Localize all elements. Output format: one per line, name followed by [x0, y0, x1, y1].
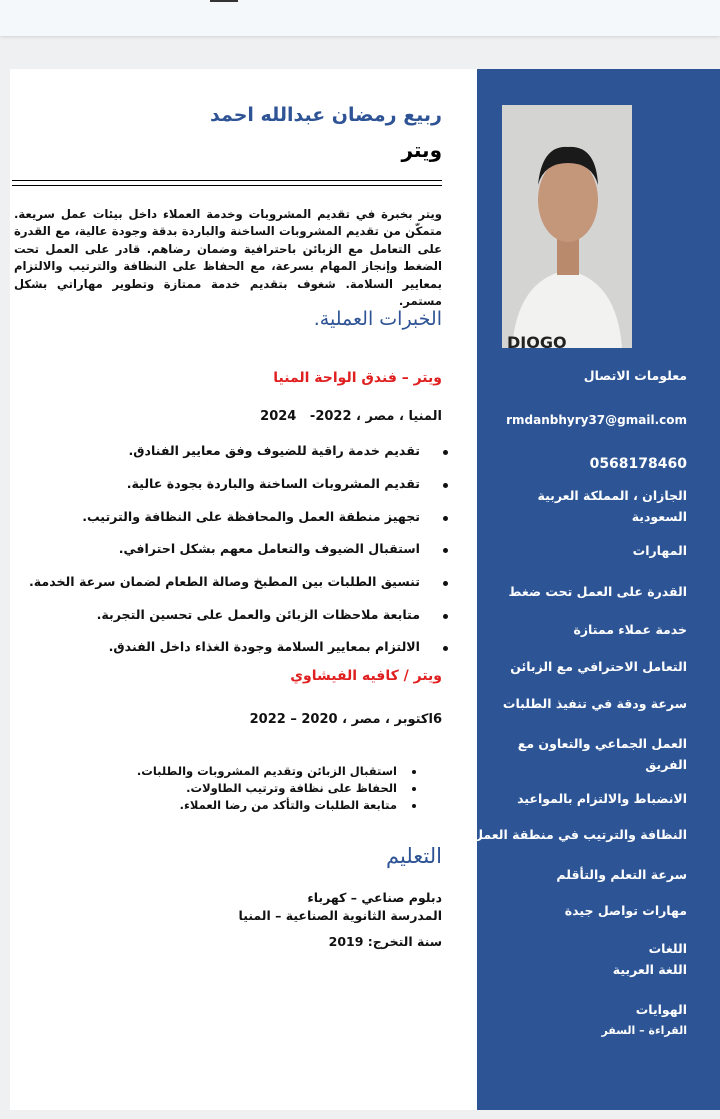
skill-item: القدرة على العمل تحت ضغط — [508, 584, 687, 599]
skill-item: الانضباط والالتزام بالمواعيد — [517, 791, 687, 806]
viewer-toolbar — [0, 0, 720, 36]
job-location-dates-1: المنيا ، مصر ، 2022- 2024 — [260, 409, 442, 424]
languages-heading: اللغات — [648, 941, 687, 956]
experience-heading: الخبرات العملية. — [313, 308, 442, 330]
skill-item: التعامل الاحترافي مع الزبائن — [510, 659, 687, 674]
header-divider — [12, 180, 442, 186]
contact-address: الجازان ، المملكة العربية السعودية — [537, 488, 687, 524]
job-title-1: ويتر – فندق الواحة المنيا — [273, 370, 442, 386]
education-degree: دبلوم صناعي – كهرباء — [307, 890, 442, 905]
job1-bullet: تجهيز منطقة العمل والمحافظة على النظافة والترتيب. — [82, 509, 420, 524]
job2-bullet: استقبال الزبائن وتقديم المشروبات والطلبات. — [136, 764, 397, 778]
contact-phone[interactable]: 0568178460 — [589, 456, 687, 472]
skills-heading: المهارات — [632, 543, 687, 558]
education-heading: التعليم — [386, 844, 442, 868]
job-title-2: ويتر / كافيه الفيشاوي — [290, 668, 442, 684]
skill-item: سرعة التعلم والتأقلم — [556, 867, 687, 882]
job-location-dates-2: 6اكتوبر ، مصر ، 2020 – 2022 — [249, 712, 442, 727]
profile-photo — [502, 105, 632, 348]
hobbies-heading: الهوايات — [635, 1002, 687, 1017]
job2-bullet: متابعة الطلبات والتأكد من رضا العملاء. — [179, 798, 397, 812]
candidate-name: ربيع رمضان عبدالله احمد — [210, 104, 442, 126]
contact-email[interactable]: rmdanbhyry37@gmail.com — [506, 413, 687, 427]
skill-item: سرعة ودقة في تنفيذ الطلبات — [502, 696, 687, 711]
education-graduation: سنة التخرج: 2019 — [328, 934, 442, 949]
skill-item: مهارات تواصل جيدة — [564, 903, 687, 918]
profile-summary: ويتر بخبرة في تقديم المشروبات وخدمة العملاء داخل بيئات عمل سريعة. متمكّن من تقديم المشروبات الساخنة والباردة بدقة وجودة عالية، مع القدرة على التعامل مع الزبائن باحترافية وضمان رضاهم. قادر على العمل تحت الضغط وإنجاز المهام بسرعة، مع الحفاظ على النظافة والترتيب والالتزام بمعايير السلامة. شغوف بتقديم خدمة ممتازة وتطوير مهاراتي بشكل مستمر. — [14, 207, 442, 309]
job1-bullet: الالتزام بمعايير السلامة وجودة الغذاء داخل الفندق. — [108, 639, 420, 654]
contact-heading: معلومات الاتصال — [583, 368, 687, 383]
svg-text:DIOGO: DIOGO — [507, 333, 567, 348]
hobbies-item: القراءة – السفر — [601, 1024, 687, 1037]
education-school: المدرسة الثانوية الصناعية – المنيا — [238, 908, 442, 923]
language-item: اللغة العربية — [612, 962, 687, 977]
job2-bullet: الحفاظ على نظافة وترتيب الطاولات. — [186, 781, 397, 795]
job1-bullet: متابعة ملاحظات الزبائن والعمل على تحسين التجربة. — [96, 607, 420, 622]
candidate-job-title: ويتر — [401, 138, 442, 162]
job1-bullet: تقديم خدمة راقية للضيوف وفق معايير الفنادق. — [128, 443, 420, 458]
job1-bullet: تقديم المشروبات الساخنة والباردة بجودة عالية. — [126, 476, 420, 491]
skill-item: العمل الجماعي والتعاون مع الفريق — [517, 736, 687, 772]
skill-item: خدمة عملاء ممتازة — [573, 622, 687, 637]
job1-bullet: تنسيق الطلبات بين المطبخ وصالة الطعام لضمان سرعة الخدمة. — [28, 574, 420, 589]
job1-bullet: استقبال الضيوف والتعامل معهم بشكل احترافي. — [118, 541, 420, 556]
skill-item: النظافة والترتيب في منطقة العمل — [472, 827, 687, 842]
toolbar-mark — [210, 0, 238, 2]
